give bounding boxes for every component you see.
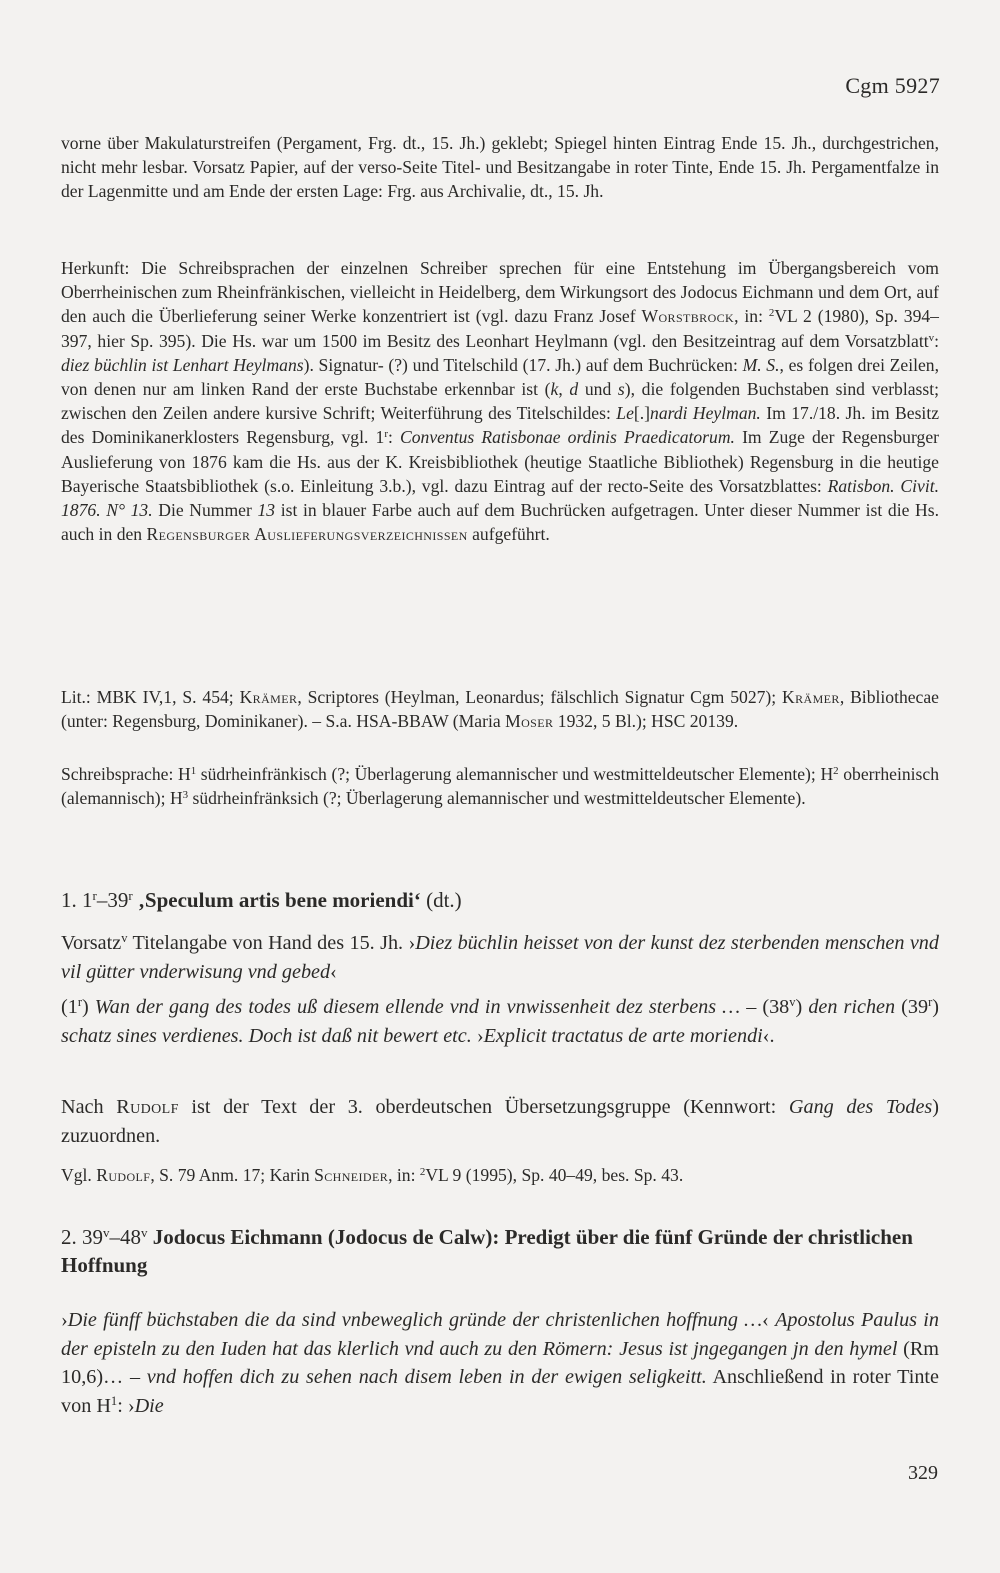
text-run: 13 [257,500,276,521]
text-run: Krämer [782,687,840,707]
paragraph [61,131,939,204]
text-run: (Rm 10,6)… – [61,1337,940,1388]
text-run: schatz sines verdienes. Doch ist daß nit bewert etc. [61,1024,472,1047]
text-run: (dt.) [420,888,462,912]
paragraph [61,929,939,986]
running-header: Cgm 5927 [845,73,940,98]
superscript: v [103,1224,110,1240]
text-run: ‹ [762,1309,776,1331]
text-run: Regensburger Auslieferungsverzeichnissen [146,524,468,545]
text-run: Jodocus Eichmann (Jodocus de Calw): Predigt über die fünf Gründe der christlichen Hoffnung [61,1225,913,1277]
text-run: , in: [388,1165,420,1185]
text-run: Wan der gang des todes uß diesem ellende vnd in vnwissenheit dez sterbens … [94,996,741,1018]
section-heading [61,1223,939,1279]
superscript: r [384,428,388,441]
text-run: Krämer [239,687,298,707]
paragraph [61,685,939,733]
text-run: s [617,379,625,400]
paragraph [61,1306,939,1420]
superscript: 1 [110,1393,118,1408]
text-run: Lit.: MBK IV,1, S. 454; [61,687,240,707]
text-run: ) [795,996,809,1018]
text-run: ). Signatur- (?) und Titelschild (17. Jh.) auf dem Buchrücken: [303,354,743,375]
text-run: Gang des Todes [788,1096,933,1118]
text-run: [.] [633,403,651,424]
text-run: Apostolus Paulus in der episteln zu den Iuden hat das klerlich vnd auch zu den Römern: Jesus ist jngegangen jn den hymel [61,1309,939,1360]
text-run: M. S. [742,354,780,375]
superscript: 2 [419,1166,426,1178]
superscript: v [141,1224,148,1240]
text-run: Ratisbon. Civit. 1876. N° 13. [61,475,939,521]
text-run: ist der Text der 3. oberdeutschen Übersetzungsgruppe (Kennwort: [178,1096,789,1118]
superscript: v [121,931,128,946]
text-run: Nach [61,1096,117,1118]
text-run: Le [616,403,634,424]
text-run: : › [117,1394,135,1417]
paragraph [61,762,939,810]
text-run: Worstbrock [641,306,735,327]
text-run: Schneider [314,1165,389,1185]
text-run: , es folgen drei Zeilen, von denen nur am linken Rand der erste Buchstabe erkennbar ist ( [61,354,939,400]
text-run: Anschließend in roter Tinte von H [61,1366,939,1417]
paragraph [61,1093,939,1150]
text-run: , S. 79 Anm. 17; Karin [150,1165,315,1185]
superscript: r [92,887,97,903]
text-run: (1 [61,996,78,1018]
text-run: Schreibsprache: H [61,764,191,784]
text-run: ) zuzuordnen. [61,1096,940,1147]
page-number: 329 [908,1462,938,1484]
text-run: Rudolf [96,1165,151,1185]
superscript: r [928,995,933,1010]
text-run: aufgeführt. [467,524,550,545]
text-run: › [61,1309,68,1331]
text-run: (39 [895,996,929,1018]
text-run: Im Zuge der Regensburger Auslieferung von 1876 kam die Hs. aus der K. Kreisbibliothek (heutige Staatliche Bibliothek) Regensburg in die heutige Bayerische Staatsbibliothek (s.o. Einleitung 3.b.), vgl. dazu Eintrag auf der recto-Seite des Vorsatzblattes: [61,427,939,496]
text-run: ) [932,996,939,1018]
text-run: Die fünff büchstaben die da sind vnbeweglich gründe der christenlichen hoffnung … [67,1309,763,1331]
text-run: – (38 [740,996,790,1018]
text-run: , [558,379,570,400]
text-run: Explicit tractatus de arte moriendi [483,1024,763,1047]
text-run: Moser [505,711,554,732]
text-run: –48 [109,1225,142,1249]
paragraph [61,993,939,1050]
text-run: –39 [96,888,129,912]
text-run: Titelangabe von Hand des 15. Jh. › [127,932,416,954]
text-run: k [550,379,559,400]
superscript: 2 [833,765,839,777]
text-run: , Scriptores (Heylman, Leonardus; fälschlich Signatur Cgm 5027); [297,687,783,707]
text-run: 2. 39 [61,1225,103,1249]
text-run: ist in blauer Farbe auch auf dem Buchrücken aufgetragen. Unter dieser Nummer ist die Hs. auch in den [61,500,939,545]
section-heading [61,886,939,914]
text-run: Die [134,1394,164,1417]
superscript: 1 [190,765,197,777]
text-run: : [934,330,939,351]
text-run: : [387,427,400,448]
text-run: den richen [808,996,896,1018]
superscript: v [928,331,935,344]
text-run: 1932, 5 Bl.); HSC 20139. [553,711,739,732]
text-run: ‹. [762,1024,775,1047]
text-run: 1. 1 [61,888,93,912]
text-run: Rudolf [116,1096,179,1118]
superscript: r [128,887,133,903]
text-run: d [569,379,579,400]
superscript: 3 [182,789,189,802]
text-run: nardi Heylman. [650,403,761,424]
text-run: ‹ [330,960,337,983]
text-run: VL 9 (1995), Sp. 40–49, bes. Sp. 43. [425,1165,684,1185]
text-run: Conventus Ratisbonae ordinis Praedicatorum. [399,427,735,448]
text-run: Vorsatz [61,932,122,954]
text-run: , Bibliothecae (unter: Regensburg, Dominikaner). – S.a. HSA-BBAW (Maria [61,687,939,732]
superscript: 2 [768,307,775,320]
text-run: ‚Speculum artis bene moriendi‘ [137,888,421,912]
text-run: VL 2 (1980), Sp. 394–397, hier Sp. 395). Die Hs. war um 1500 im Besitz des Leonhart Heylmann (vgl. den Besitzeintrag auf dem Vorsatzblatt [61,306,939,351]
text-run: , in: [734,306,769,327]
text-run: ) [82,996,95,1018]
text-run: diez büchlin ist Lenhart Heylmans [61,354,304,375]
text-run: südrheinfränksich (?; Überlagerung alemannischer und westmitteldeutscher Elemente). [188,788,806,809]
text-run: ), die folgenden Buchstaben sind verblasst; zwischen den Zeilen andere kursive Schrift; Weiterführung des Titelschildes: [61,379,940,424]
text-run: Vgl. [61,1165,97,1185]
text-run: Herkunft: Die Schreibsprachen der einzelnen Schreiber sprechen für eine Entstehung im Übergangsbereich vom Oberrheinischen zum Rheinfränkischen, vielleicht in Heidelberg, dem Wirkungsort des Jodocus Eichmann und dem Ort, auf den auch die Überlieferung seiner Werke konzentriert ist (vgl. dazu Franz Josef [61,258,939,327]
superscript: r [77,995,82,1010]
paragraph [61,1163,939,1187]
text-run: Diez büchlin heisset von der kunst dez sterbenden menschen vnd vil gütter vnderwisung vnd gebed [61,932,939,983]
text-run: vorne über Makulaturstreifen (Pergament, Frg. dt., 15. Jh.) geklebt; Spiegel hinten Eintrag Ende 15. Jh., durchgestrichen, nicht mehr lesbar. Vorsatz Papier, auf der verso-Seite Titel- und Besitzangabe in roter Tinte, Ende 15. Jh. Pergamentfalze in der Lagenmitte und am Ende der ersten Lage: Frg. aus Archivalie, dt., 15. Jh. [61,133,939,202]
text-run: Die Nummer [152,500,258,521]
text-run: südrheinfränkisch (?; Überlagerung alemannischer und westmitteldeutscher Elemente); H [196,764,834,784]
text-run: oberrheinisch (alemannisch); H [61,764,939,809]
text-run: und [578,379,618,400]
text-run: Im 17./18. Jh. im Besitz des Dominikanerklosters Regensburg, vgl. 1 [61,403,940,448]
text-run: › [471,1024,484,1047]
superscript: v [789,995,796,1010]
paragraph [61,256,939,546]
text-run: vnd hoffen dich zu sehen nach disem leben in der ewigen seligkeitt. [146,1366,707,1388]
